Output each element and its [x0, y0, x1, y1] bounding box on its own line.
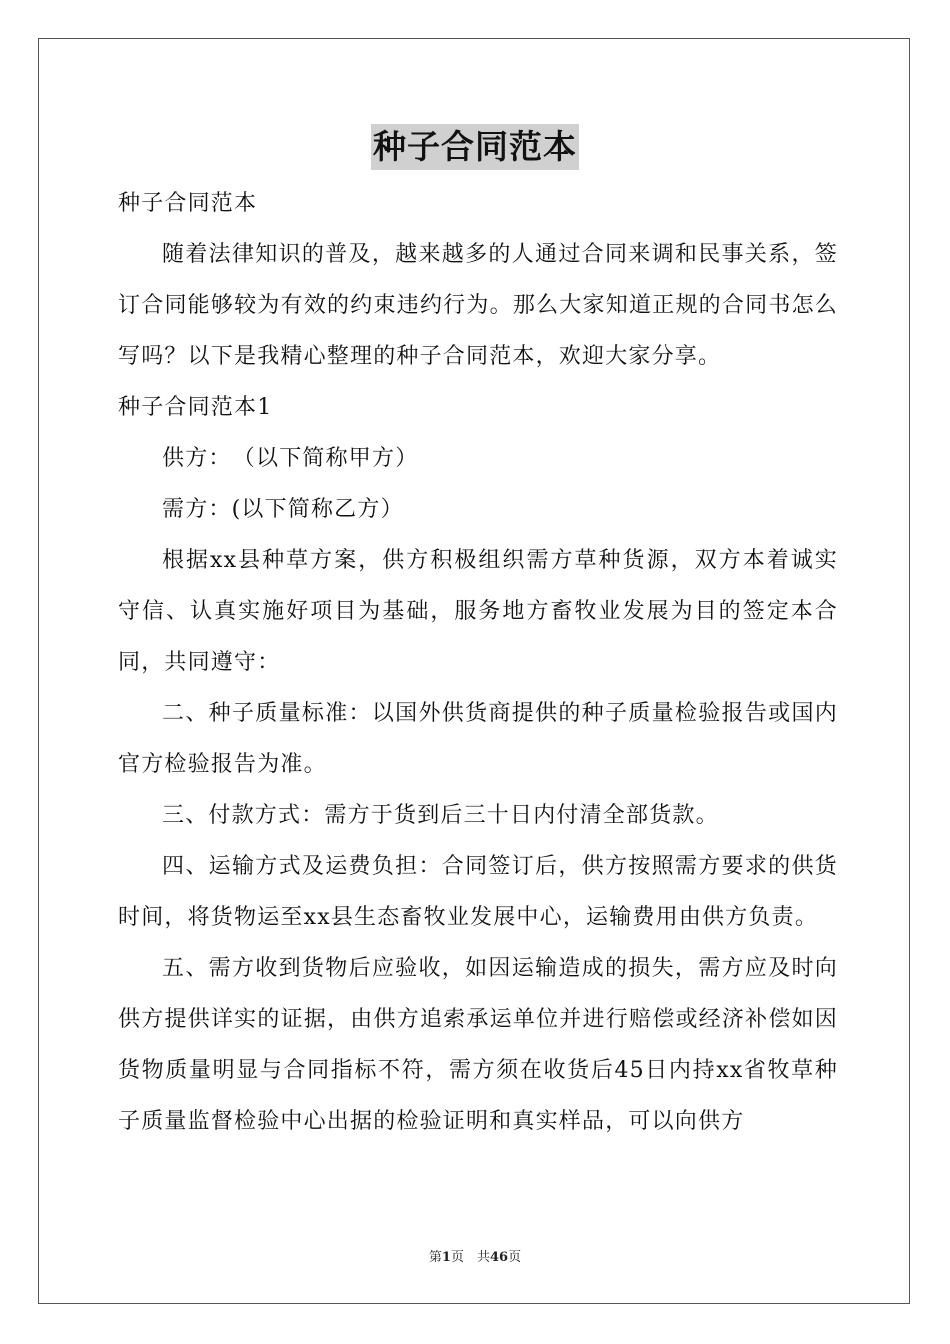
paragraph: 供方： （以下简称甲方）	[162, 446, 419, 471]
document-title: 种子合同范本	[371, 124, 579, 170]
title-container	[0, 124, 950, 170]
page-footer	[0, 1246, 950, 1265]
footer-page-number: 1	[441, 1250, 451, 1265]
paragraph: 根据xx县种草方案，供方积极组织需方草种货源，双方本着诚实守信、认真实施好项目为基础，服务地方畜牧业发展为目的签定本合同，共同遵守：	[118, 548, 838, 675]
paragraph: 需方：(以下简称乙方）	[162, 497, 404, 522]
footer-prefix: 第	[428, 1250, 442, 1265]
paragraph: 随着法律知识的普及，越来越多的人通过合同来调和民事关系，签订合同能够较为有效的约束违约行为。那么大家知道正规的合同书怎么写吗？以下是我精心整理的种子合同范本，欢迎大家分享。	[118, 242, 838, 369]
footer-total-suffix: 页	[508, 1250, 522, 1265]
paragraph: 四、运输方式及运费负担：合同签订后，供方按照需方要求的供货时间，将货物运至xx县生态畜牧业发展中心，运输费用由供方负责。	[118, 854, 838, 930]
document-body	[118, 178, 838, 1147]
paragraph: 三、付款方式：需方于货到后三十日内付清全部货款。	[162, 803, 719, 828]
footer-total-pages: 46	[489, 1250, 509, 1265]
paragraph: 五、需方收到货物后应验收，如因运输造成的损失，需方应及时向供方提供详实的证据，由供方追索承运单位并进行赔偿或经济补偿如因货物质量明显与合同指标不符，需方须在收货后45日内持xx省牧草种子质量监督检验中心出据的检验证明和真实样品，可以向供方	[118, 956, 838, 1134]
paragraph: 种子合同范本1	[118, 395, 273, 420]
paragraph: 种子合同范本	[118, 191, 258, 216]
paragraph: 二、种子质量标准：以国外供货商提供的种子质量检验报告或国内官方检验报告为准。	[118, 701, 838, 777]
footer-page-suffix: 页 共	[450, 1250, 490, 1265]
